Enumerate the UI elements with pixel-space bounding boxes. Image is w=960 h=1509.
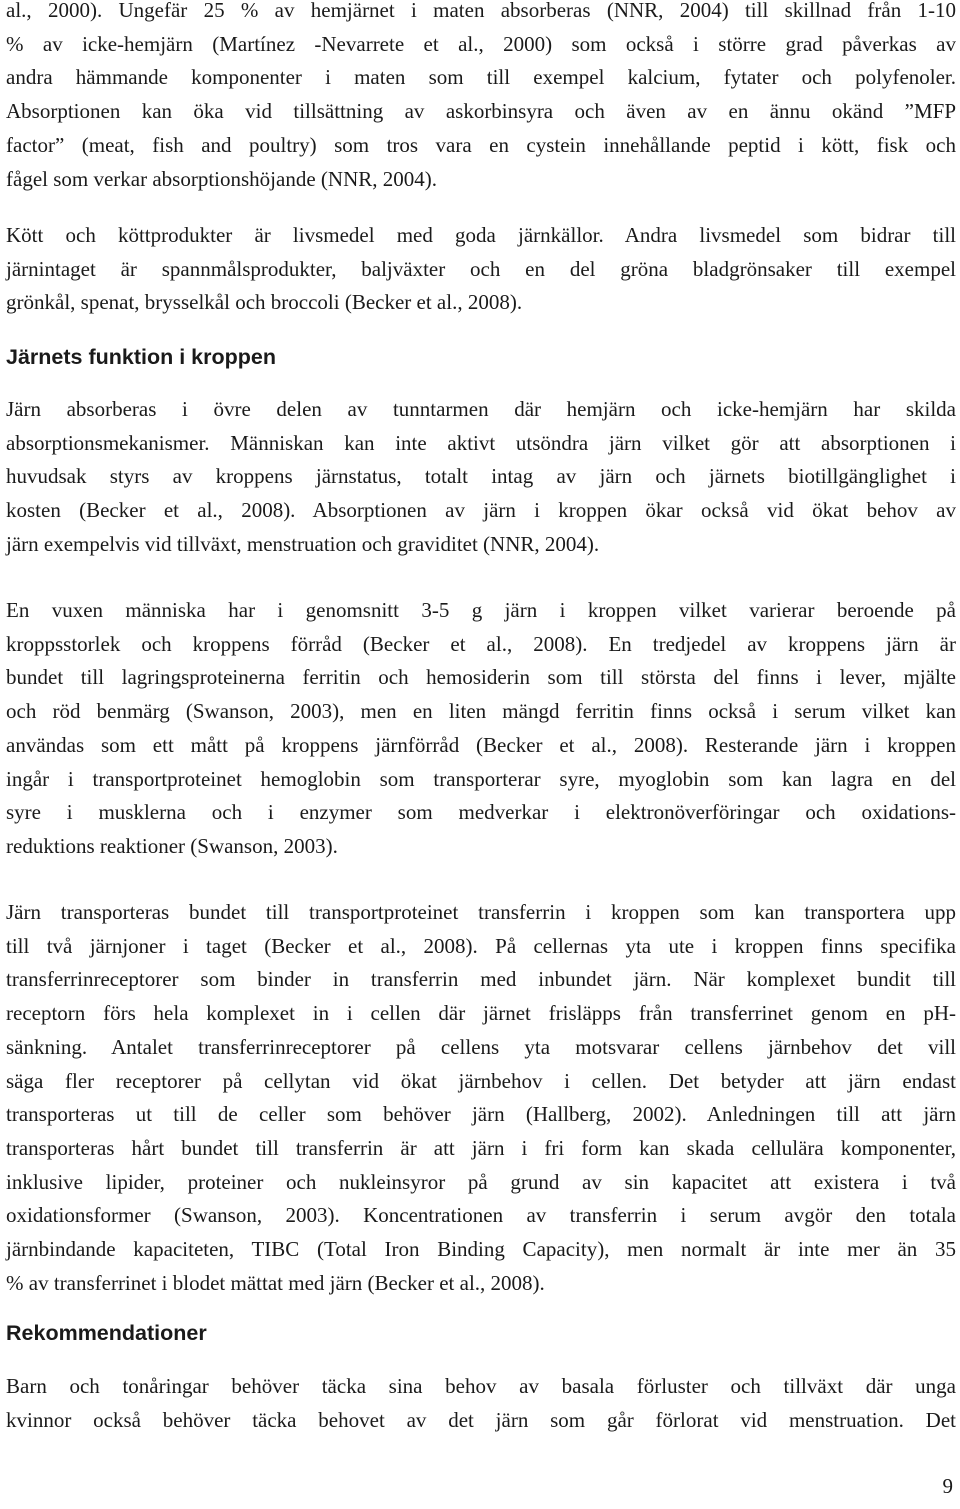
text-line: bundet till lagringsproteinerna ferritin och hemosiderin som till största del finns i lever, mjälte xyxy=(6,665,956,690)
page-number: 9 xyxy=(942,1474,953,1498)
text-line: factor” (meat, fish and poultry) som tros vara en cystein innehållande peptid i kött, fisk och xyxy=(6,132,956,157)
text-line: transporteras ut till de celler som behöver järn (Hallberg, 2002). Anledningen till att järn xyxy=(6,1102,956,1127)
text-line: järn exempelvis vid tillväxt, menstruation och graviditet (NNR, 2004). xyxy=(6,531,600,556)
text-line: al., 2000). Ungefär 25 % av hemjärnet i maten absorberas (NNR, 2004) till skillnad från 1-10 xyxy=(6,0,956,22)
text-line: Kött och köttprodukter är livsmedel med goda järnkällor. Andra livsmedel som bidrar till xyxy=(6,223,956,247)
paragraph-iron-storage xyxy=(6,594,956,864)
paragraph-iron-sources xyxy=(6,219,956,320)
text-line: sänkning. Antalet transferrinreceptorer på cellens yta motsvarar cellens järnbehov det vill xyxy=(6,1034,956,1059)
text-line: och röd benmärg (Swanson, 2003), men en liten mängd ferritin finns också i serum vilket kan xyxy=(6,699,956,724)
text-line: järnbindande kapaciteten, TIBC (Total Iron Binding Capacity), men normalt är inte mer än 35 xyxy=(6,1237,956,1262)
text-line: En vuxen människa har i genomsnitt 3-5 g järn i kroppen vilket varierar beroende på xyxy=(6,598,956,622)
section-heading-iron-function: Järnets funktion i kroppen xyxy=(6,345,276,369)
text-line: kroppsstorlek och kroppens förråd (Becker et al., 2008). En tredjedel av kroppens järn är xyxy=(6,631,956,656)
text-line: kosten (Becker et al., 2008). Absorptionen av järn i kroppen ökar också vid ökat behov av xyxy=(6,498,956,523)
text-line: inklusive lipider, proteiner och nukleinsyror på grund av sin kapacitet att existera i två xyxy=(6,1169,956,1194)
text-line: Absorptionen kan öka vid tillsättning av askorbinsyra och även av en ännu okänd ”MFP xyxy=(6,99,956,124)
text-line: järnintaget är spannmålsprodukter, baljväxter och en del gröna bladgrönsaker till exempel xyxy=(6,256,956,281)
text-line: receptorn förs hela komplexet in i cellen där järnet frisläpps från transferrinet genom en pH- xyxy=(6,1001,956,1026)
text-line: andra hämmande komponenter i maten som till exempel kalcium, fytater och polyfenoler. xyxy=(6,65,956,90)
text-line: säga fler receptorer på cellytan vid ökat järnbehov i cellen. Det betyder att järn endast xyxy=(6,1068,956,1093)
paragraph-iron-absorption xyxy=(6,0,956,196)
text-line: reduktions reaktioner (Swanson, 2003). xyxy=(6,833,338,858)
section-heading-recommendations: Rekommendationer xyxy=(6,1321,207,1345)
text-line: användas som ett mått på kroppens järnförråd (Becker et al., 2008). Resterande järn i kroppen xyxy=(6,732,956,757)
text-line: % av transferrinet i blodet mättat med järn (Becker et al., 2008). xyxy=(6,1270,545,1295)
text-line: till två järnjoner i taget (Becker et al., 2008). På cellernas yta ute i kroppen finns specifika xyxy=(6,933,956,958)
text-line: oxidationsformer (Swanson, 2003). Koncentrationen av transferrin i serum avgör den totala xyxy=(6,1203,956,1228)
paragraph-recommendations xyxy=(6,1370,956,1437)
paragraph-absorption-mechanisms xyxy=(6,393,956,562)
text-line: transferrinreceptorer som binder in transferrin med inbundet järn. När komplexet bundit till xyxy=(6,967,956,992)
text-line: kvinnor också behöver täcka behovet av det järn som går förlorat vid menstruation. Det xyxy=(6,1407,956,1432)
text-line: % av icke-hemjärn (Martínez -Nevarrete et al., 2000) som också i större grad påverkas av xyxy=(6,31,956,56)
text-line: ingår i transportproteinet hemoglobin som transporterar syre, myoglobin som kan lagra en del xyxy=(6,766,956,791)
text-line: huvudsak styrs av kroppens järnstatus, totalt intag av järn och järnets biotillgänglighet i xyxy=(6,464,956,489)
text-line: absorptionsmekanismer. Människan kan inte aktivt utsöndra järn vilket gör att absorptionen i xyxy=(6,430,956,455)
paragraph-iron-transport xyxy=(6,896,956,1300)
text-line: transporteras hårt bundet till transferrin är att järn i fri form kan skada cellulära komponenter, xyxy=(6,1135,956,1160)
text-line: fågel som verkar absorptionshöjande (NNR, 2004). xyxy=(6,166,437,191)
text-line: Järn absorberas i övre delen av tunntarmen där hemjärn och icke-hemjärn har skilda xyxy=(6,397,956,421)
text-line: grönkål, spenat, brysselkål och broccoli (Becker et al., 2008). xyxy=(6,290,523,315)
text-line: Järn transporteras bundet till transportproteinet transferrin i kroppen som kan transportera upp xyxy=(6,900,956,924)
text-line: Barn och tonåringar behöver täcka sina behov av basala förluster och tillväxt där unga xyxy=(6,1374,956,1398)
text-line: syre i musklerna och i enzymer som medverkar i elektronöverföringar och oxidations- xyxy=(6,800,956,825)
